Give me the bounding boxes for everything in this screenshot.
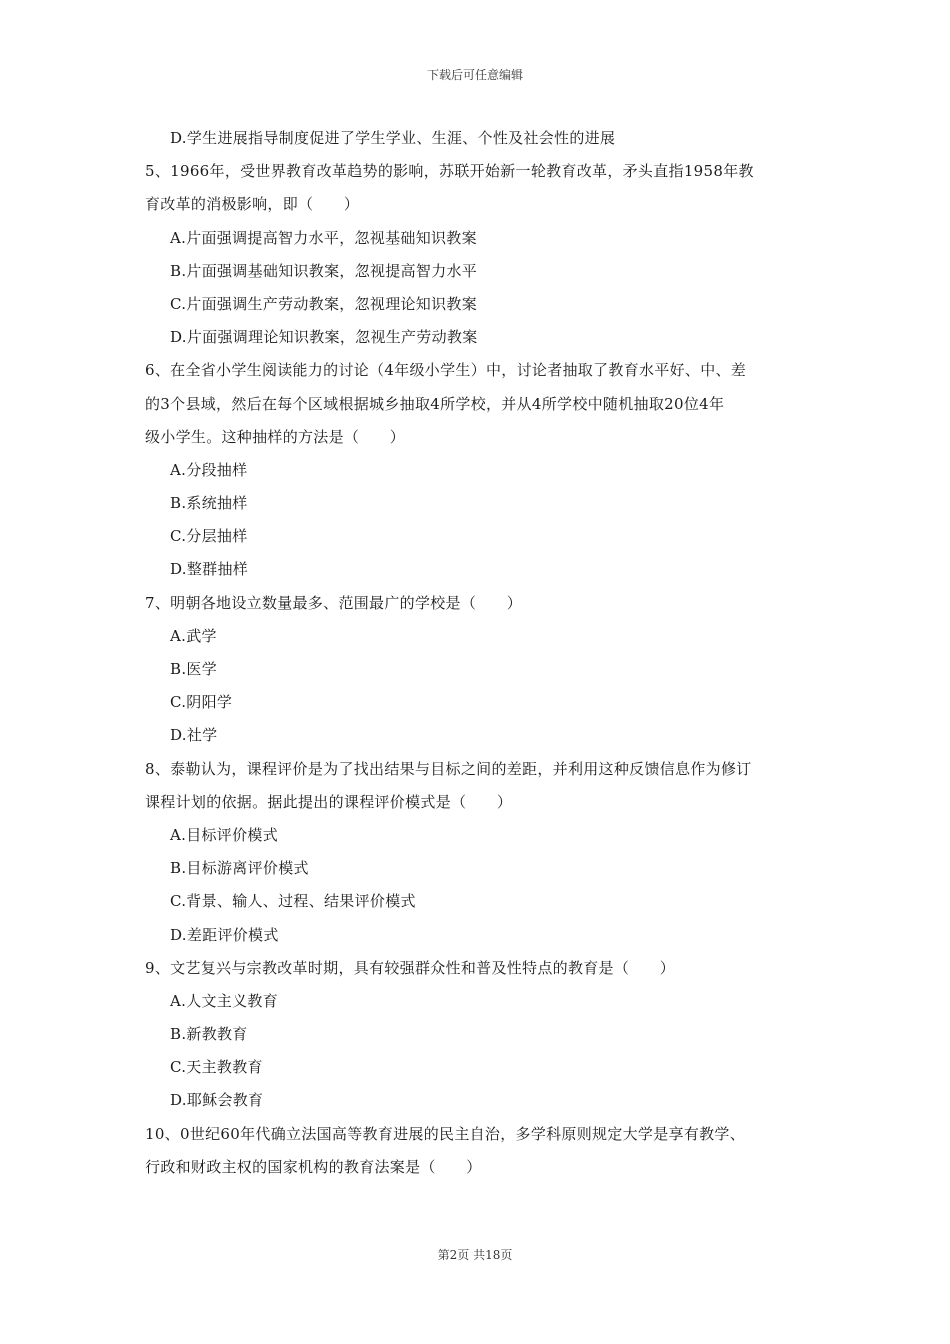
page-header: 下载后可任意编辑 [426, 68, 523, 82]
q10-stem-line1: 10、0世纪60年代确立法国高等教育进展的民主自治，多学科原则规定大学是享有教学、 [145, 1124, 746, 1143]
q5-option-a: A.片面强调提高智力水平，忽视基础知识教案 [170, 228, 477, 247]
page-footer: 第2页 共18页 [437, 1248, 513, 1262]
q9-option-b: B.新教教育 [170, 1025, 248, 1044]
q7-option-d: D.社学 [170, 726, 218, 745]
q6-stem-line1: 6、在全省小学生阅读能力的讨论（4年级小学生）中，讨论者抽取了教育水平好、中、差 [145, 361, 747, 380]
q6-stem-line3: 级小学生。这种抽样的方法是（ ） [145, 427, 406, 446]
document-body [145, 122, 810, 1184]
q6-stem-line2: 的3个县域，然后在每个区域根据城乡抽取4所学校，并从4所学校中随机抽取20位4年 [145, 394, 725, 413]
q8-option-b: B.目标游离评价模式 [170, 859, 309, 878]
q6-option-c: C.分层抽样 [170, 527, 248, 546]
q6-option-a: A.分段抽样 [170, 460, 248, 479]
q5-stem-line1: 5、1966年，受世界教育改革趋势的影响，苏联开始新一轮教育改革，矛头直指1958年教 [145, 162, 754, 181]
q8-stem-line2: 课程计划的依据。据此提出的课程评价模式是（ ） [145, 792, 513, 811]
q8-option-a: A.目标评价模式 [170, 825, 279, 844]
q7-option-a: A.武学 [170, 626, 217, 645]
q5-option-d: D.片面强调理论知识教案，忽视生产劳动教案 [170, 328, 478, 347]
q9-stem-line1: 9、文艺复兴与宗教改革时期，具有较强群众性和普及性特点的教育是（ ） [145, 958, 676, 977]
q4-option-d: D.学生进展指导制度促进了学生学业、生涯、个性及社会性的进展 [170, 129, 616, 147]
q7-stem-line1: 7、明朝各地设立数量最多、范围最广的学校是（ ） [145, 593, 523, 612]
q9-option-d: D.耶稣会教育 [170, 1091, 264, 1110]
q10-stem-line2: 行政和财政主权的国家机构的教育法案是（ ） [145, 1157, 482, 1176]
q7-option-c: C.阴阳学 [170, 693, 233, 712]
q9-option-c: C.天主教教育 [170, 1058, 263, 1077]
q8-option-d: D.差距评价模式 [170, 925, 279, 944]
q6-option-b: B.系统抽样 [170, 494, 248, 513]
q9-option-a: A.人文主义教育 [170, 991, 279, 1010]
q7-option-b: B.医学 [170, 660, 217, 678]
q8-option-c: C.背景、输人、过程、结果评价模式 [170, 892, 416, 911]
q5-stem-line2: 育改革的消极影响，即（ ） [145, 195, 360, 214]
q8-stem-line1: 8、泰勒认为，课程评价是为了找出结果与目标之间的差距，并利用这种反馈信息作为修订 [145, 759, 752, 778]
q6-option-d: D.整群抽样 [170, 560, 249, 579]
q5-option-b: B.片面强调基础知识教案，忽视提高智力水平 [170, 261, 478, 280]
q5-option-c: C.片面强调生产劳动教案，忽视理论知识教案 [170, 294, 478, 313]
